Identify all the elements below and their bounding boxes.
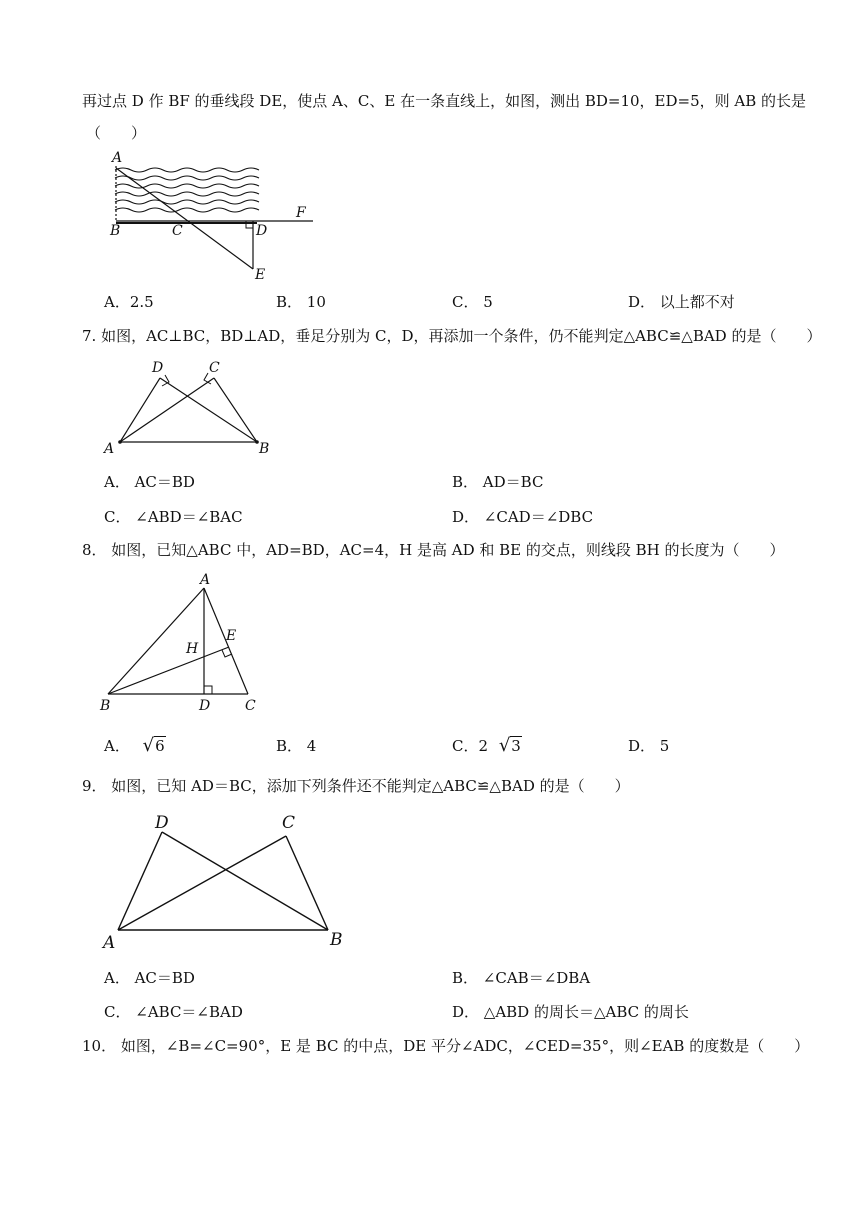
q8-option-b[interactable]: B． 4 (276, 737, 317, 755)
q9-figure (98, 808, 358, 953)
q8-label-d: D (199, 698, 211, 714)
q8-altitude-be (108, 647, 229, 694)
q6-option-b[interactable]: B． 10 (276, 293, 326, 311)
q6-label-e: E (255, 267, 266, 283)
q8-label-b: B (100, 698, 111, 714)
q7-option-c[interactable]: C． ∠ABD＝∠BAC (104, 508, 243, 526)
q9-label-a: A (103, 933, 116, 953)
q8-option-c-prefix: C．2 (452, 737, 489, 755)
q6-label-b: B (110, 223, 121, 239)
q9-segment-ac (118, 836, 286, 930)
q8-option-a-prefix: A． (104, 737, 130, 755)
q7-option-d[interactable]: D． ∠CAD＝∠DBC (452, 508, 594, 526)
q8-option-a[interactable] (104, 736, 166, 756)
q8-option-c[interactable] (452, 736, 522, 756)
q8-option-c-radical: √3 (498, 735, 521, 756)
q9-option-c[interactable]: C． ∠ABC＝∠BAD (104, 1003, 243, 1021)
q9-option-b[interactable]: B． ∠CAB＝∠DBA (452, 969, 591, 987)
q8-right-angle-d (204, 686, 212, 694)
q9-option-a[interactable]: A． AC＝BD (104, 969, 195, 987)
q6-line-ae (116, 168, 253, 269)
q6-water-waves (115, 168, 259, 212)
q6-label-d: D (256, 223, 268, 239)
q8-label-c: C (245, 698, 256, 714)
q10-question-text: 10． 如图，∠B=∠C=90°，E 是 BC 的中点，DE 平分∠ADC，∠CED=35°，则∠EAB 的度数是（ ） (82, 1037, 810, 1055)
q8-label-h: H (186, 641, 199, 657)
q9-segment-cb (286, 836, 328, 930)
q7-option-a[interactable]: A． AC＝BD (104, 473, 195, 491)
q9-label-c: C (282, 813, 296, 833)
q6-label-a: A (112, 150, 123, 166)
q9-segment-db (162, 832, 328, 930)
q8-question-text: 8． 如图，已知△ABC 中，AD=BD，AC=4，H 是高 AD 和 BE 的交点，则线段 BH 的长度为（ ） (82, 541, 785, 559)
q7-label-c: C (209, 360, 220, 376)
q7-option-b[interactable]: B． AD＝BC (452, 473, 544, 491)
q7-segment-db (160, 378, 257, 442)
q8-figure (96, 572, 266, 717)
q9-label-d: D (155, 813, 169, 833)
q8-label-e: E (226, 628, 237, 644)
q8-label-a: A (200, 572, 211, 588)
q6-figure (100, 148, 330, 288)
q7-segment-ac (120, 378, 214, 442)
q9-segment-ad (118, 832, 162, 930)
q6-text-line1: 再过点 D 作 BF 的垂线段 DE，使点 A、C、E 在一条直线上，如图，测出 BD=10，ED=5，则 AB 的长是 (82, 92, 807, 110)
q7-segment-ad (120, 378, 160, 442)
q7-figure (100, 360, 280, 460)
q6-label-c: C (172, 223, 183, 239)
q7-label-a: A (104, 441, 115, 457)
q7-label-d: D (152, 360, 164, 376)
q7-question-text: 7. 如图，AC⊥BC，BD⊥AD，垂足分别为 C，D，再添加一个条件，仍不能判定△ABC≌△BAD 的是（ ） (82, 327, 822, 345)
q6-option-d[interactable]: D． 以上都不对 (628, 293, 735, 311)
q8-option-a-radical: √6 (142, 735, 165, 756)
q6-text-line2: （ ） (86, 124, 147, 142)
q9-question-text: 9． 如图，已知 AD＝BC，添加下列条件还不能判定△ABC≌△BAD 的是（ ） (82, 777, 630, 795)
q8-option-d[interactable]: D． 5 (628, 737, 670, 755)
q6-option-a[interactable]: A．2.5 (104, 293, 154, 311)
q7-segment-cb (214, 378, 257, 442)
q7-label-b: B (259, 441, 270, 457)
q9-option-d[interactable]: D． △ABD 的周长＝△ABC 的周长 (452, 1003, 689, 1021)
q6-option-c[interactable]: C． 5 (452, 293, 493, 311)
q9-label-b: B (330, 930, 343, 950)
q6-label-f: F (296, 205, 306, 221)
